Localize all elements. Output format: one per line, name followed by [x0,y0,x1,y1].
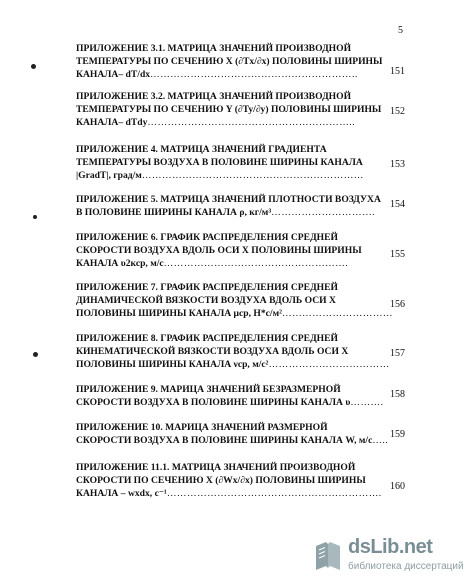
toc-entry-leader: ………………………………………………. [163,258,349,269]
toc-entry-leader: …………………………………………………….. [147,117,356,128]
watermark [314,536,464,578]
toc-entry-text: ПОЛОВИНЫ ШИРИНЫ КАНАЛА μср, Н*с/м² [76,308,282,319]
toc-entry-page: 158 [390,389,405,400]
toc-entry-text: ПРИЛОЖЕНИЕ 3.2. МАТРИЦА ЗНАЧЕНИЙ ПРОИЗВОДНОЙ [76,91,352,102]
toc-entry [76,231,386,270]
toc-entry-line [76,345,386,358]
toc-entry-text: ПРИЛОЖЕНИЕ 11.1. МАТРИЦА ЗНАЧЕНИЙ ПРОИЗВОДНОЙ [76,462,356,473]
toc-entry-page: 153 [390,159,405,170]
toc-entry-leader: …………………………………………………….. [150,69,358,80]
speck [33,352,38,357]
toc-entry-text: ТЕМПЕРАТУРЫ ПО СЕЧЕНИЮ Y (∂Ty/∂y) ПОЛОВИНЫ ШИРИНЫ [76,104,382,115]
toc-entry-line [76,307,394,320]
toc-entry-line [76,294,386,307]
toc-entry-line [76,116,386,129]
toc-entry-line [76,461,386,474]
toc-entry-line [76,156,386,169]
toc-entry-text: КИНЕМАТИЧЕСКОЙ ВЯЗКОСТИ ВОЗДУХА ВДОЛЬ ОСИ X [76,346,349,357]
toc-entry [76,42,386,81]
toc-entry-text: КАНАЛА υ2кср, м/с [76,258,164,269]
toc-entry-line [76,103,386,116]
toc-entry-text: ПРИЛОЖЕНИЕ 3.1. МАТРИЦА ЗНАЧЕНИЙ ПРОИЗВОДНОЙ [76,43,352,54]
toc-entry-line [76,358,390,371]
toc-entry-line [76,55,386,68]
watermark-title: dsLib.net [348,536,433,558]
toc-entry-text: ПРИЛОЖЕНИЕ 10. МАРИЦА ЗНАЧЕНИЙ РАЗМЕРНОЙ [76,422,328,433]
toc-entry-line [76,90,386,103]
toc-entry-text: ТЕМПЕРАТУРЫ ПО СЕЧЕНИЮ X (∂Tx/∂x) ПОЛОВИНЫ ШИРИНЫ [76,56,383,67]
toc-entry-leader: ……………………………… [268,359,390,370]
toc-entry-line [76,143,386,156]
toc-entry-text: КАНАЛА– dTdy [76,117,148,128]
toc-entry-text: |GradT|, град/м [76,170,142,181]
toc-entry-line [76,244,386,257]
toc-entry-text: ПРИЛОЖЕНИЕ 7. ГРАФИК РАСПРЕДЕЛЕНИЯ СРЕДНЕЙ [76,282,338,293]
toc-entry-line [76,206,386,219]
toc-entry-leader: …………………………… [281,308,394,319]
toc-entry-text: ПРИЛОЖЕНИЕ 5. МАТРИЦА ЗНАЧЕНИЙ ПЛОТНОСТИ ВОЗДУХА [76,194,381,205]
toc-entry-page: 156 [390,299,405,310]
toc-entry-line [76,421,386,434]
toc-entry-leader: ………………………………………………………… [141,170,364,181]
toc-entry-line [76,474,386,487]
toc-entry [76,90,386,129]
toc-entry-leader: …………………………. [271,207,376,218]
toc-entry [76,332,390,371]
toc-entry-text: СКОРОСТИ ПО СЕЧЕНИЮ X (∂Wx/∂x) ПОЛОВИНЫ ШИРИНЫ [76,475,366,486]
toc-entry-leader: ………………………………………………………. [166,488,382,499]
speck [33,215,37,219]
toc-entry-text: ПРИЛОЖЕНИЕ 9. МАРИЦА ЗНАЧЕНИЙ БЕЗРАЗМЕРНОЙ [76,384,341,395]
toc-entry-line [76,383,386,396]
toc-entry-text: ДИНАМИЧЕСКОЙ ВЯЗКОСТИ ВОЗДУХА ВДОЛЬ ОСИ X [76,295,336,306]
toc-entry-line [76,193,386,206]
toc-entry-text: В ПОЛОВИНЕ ШИРИНЫ КАНАЛА ρ, кг/м³ [76,207,272,218]
toc-entry-text: ТЕМПЕРАТУРЫ ВОЗДУХА В ПОЛОВИНЕ ШИРИНЫ КАНАЛА [76,157,363,168]
toc-entry-text: СКОРОСТИ ВОЗДУХА В ПОЛОВИНЕ ШИРИНЫ КАНАЛА W, м/с [76,435,373,446]
toc-entry-line [76,257,386,270]
toc-entry-page: 154 [390,199,405,210]
toc-entry-leader: ………. [350,397,384,408]
toc-entry-line [76,396,386,409]
toc-entry-text: ПРИЛОЖЕНИЕ 4. МАТРИЦА ЗНАЧЕНИЙ ГРАДИЕНТА [76,144,327,155]
toc-entry [76,193,386,219]
toc-entry-page: 160 [390,481,405,492]
toc-entry-line [76,332,386,345]
toc-entry [76,143,386,182]
toc-entry-text: КАНАЛА– dT/dx [76,69,151,80]
toc-entry-text: КАНАЛА – wxdx, с⁻¹ [76,488,167,499]
toc-entry-line [76,434,389,447]
toc-entry-text: СКОРОСТИ ВОЗДУХА В ПОЛОВИНЕ ШИРИНЫ КАНАЛА υ [76,397,351,408]
toc-entry-text: ПРИЛОЖЕНИЕ 6. ГРАФИК РАСПРЕДЕЛЕНИЯ СРЕДНЕЙ [76,232,338,243]
toc-entry-page: 159 [390,429,405,440]
toc-entry [76,281,394,320]
toc-entry [76,383,386,409]
toc-entry-line [76,42,386,55]
toc-entry-line [76,281,386,294]
toc-entry-text: СКОРОСТИ ВОЗДУХА ВДОЛЬ ОСИ X ПОЛОВИНЫ ШИРИНЫ [76,245,362,256]
toc-entry-text: ПРИЛОЖЕНИЕ 8. ГРАФИК РАСПРЕДЕЛЕНИЯ СРЕДНЕЙ [76,333,338,344]
toc-entry-line [76,487,386,500]
toc-entry-line [76,68,386,81]
page-number: 5 [398,25,403,36]
toc-entry [76,461,386,500]
speck [31,64,36,69]
watermark-subtitle: библиотека диссертаций [348,561,464,572]
toc-entry-line [76,169,386,182]
toc-entry-page: 157 [390,348,405,359]
book-icon [314,540,342,570]
toc-entry-text: ПОЛОВИНЫ ШИРИНЫ КАНАЛА νср, м/с² [76,359,269,370]
toc-entry-page: 151 [390,66,405,77]
toc-entry-page: 152 [390,106,405,117]
toc-entry-page: 155 [390,249,405,260]
toc-entry-leader: ….. [372,435,389,446]
toc-entry [76,421,389,447]
toc-entry-line [76,231,386,244]
